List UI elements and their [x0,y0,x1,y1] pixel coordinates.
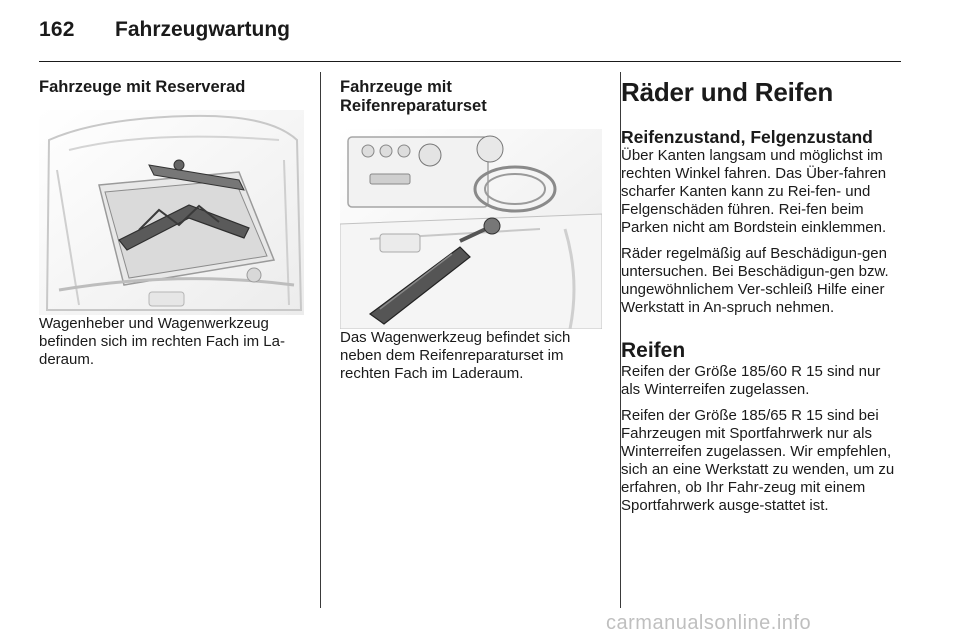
paragraph-curbs: Über Kanten langsam und möglichst im rechten Winkel fahren. Das Über-fahren scharfer Kanten kann zu Rei-fen- und Felgenschäden führen. Rei-fen beim Parken nicht am Bordstein einklemmen. [621,147,887,236]
column-spare-wheel [39,72,304,369]
section-title-tire-repair-kit [340,78,602,116]
section-title-line2: Reifenreparaturset [340,97,487,115]
trunk-tire-repair-kit-illustration [340,129,602,329]
paragraph-tire-size-65: Reifen der Größe 185/65 R 15 sind bei Fahrzeugen mit Sportfahrwerk nur als Winterreifen zugelassen. Wir empfehlen, sich an eine Werkstatt zu wenden, um zu erfahren, ob Ihr Fahr-zeug mit einem Sportfahrwerk ausge-stattet ist. [621,407,895,514]
column-wheels-tires [621,72,903,515]
subheading-tires: Reifen [621,339,686,362]
subheading-tire-condition: Reifenzustand, Felgenzustand [621,127,873,147]
header-rule [39,61,901,62]
caption-tire-repair-kit: Das Wagenwerkzeug befindet sich neben dem Reifenreparaturset im rechten Fach im Laderaum. [340,329,571,382]
watermark: carmanualsonline.info [606,612,812,634]
page-number: 162 [39,18,75,41]
section-title-spare-wheel: Fahrzeuge mit Reserverad [39,78,246,96]
column-divider-1 [320,72,321,608]
paragraph-inspection: Räder regelmäßig auf Beschädigun-gen untersuchen. Bei Beschädigun-gen bzw. ungewöhnlichem Ver-schleiß Hilfe einer Werkstatt in An-spruch nehmen. [621,245,889,316]
page-header [39,18,901,58]
trunk-jack-tools-illustration [39,110,304,315]
paragraph-tire-size-60: Reifen der Größe 185/60 R 15 sind nur als Winterreifen zugelassen. [621,363,881,398]
main-heading: Räder und Reifen [621,77,834,107]
section-title-line1: Fahrzeuge mit [340,78,452,96]
column-tire-repair-kit [340,72,602,383]
caption-spare-wheel: Wagenheber und Wagenwerkzeug befinden sich im rechten Fach im La-deraum. [39,315,285,368]
chapter-title: Fahrzeugwartung [115,18,291,41]
